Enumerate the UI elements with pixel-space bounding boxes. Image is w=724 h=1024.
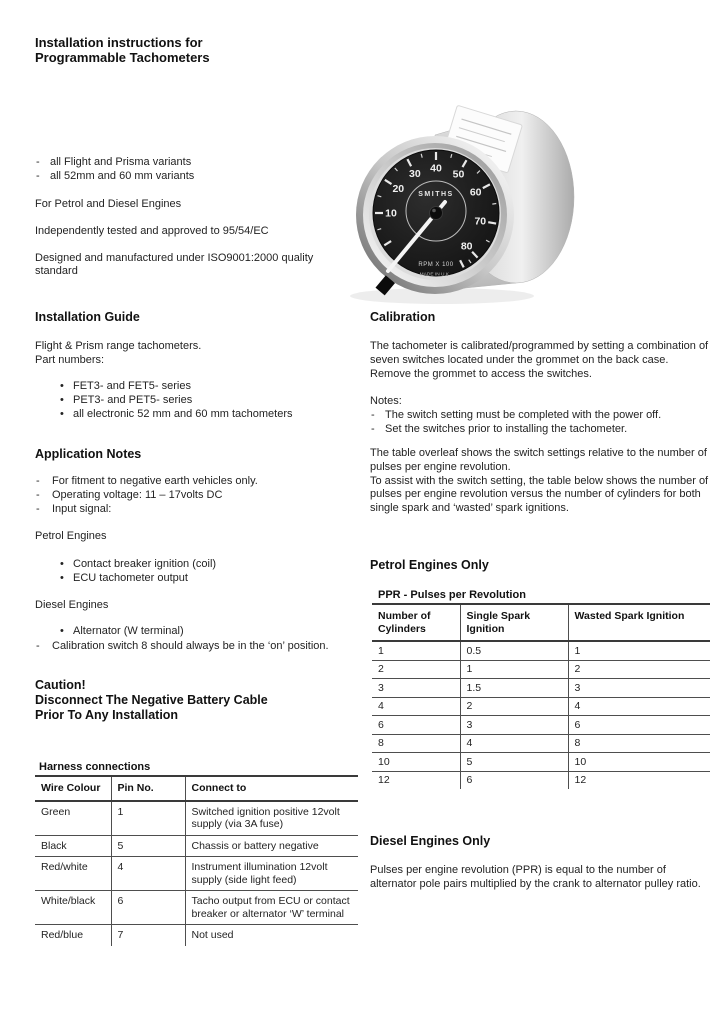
table-header-row xyxy=(372,604,710,641)
cell: 5 xyxy=(111,835,185,857)
section-heading-diesel-engines-only: Diesel Engines Only xyxy=(370,834,491,848)
column-header: Pin No. xyxy=(111,776,185,801)
bullet-item: • Alternator (W terminal) xyxy=(60,625,360,639)
table-row xyxy=(35,835,358,857)
cell: 4 xyxy=(111,857,185,891)
cell: 1 xyxy=(372,641,460,660)
bullet-item: • PET3- and PET5- series xyxy=(60,394,360,408)
origin-label: MADE IN U.K. xyxy=(419,272,451,278)
cell: 1 xyxy=(111,801,185,836)
notes-label: Notes: xyxy=(370,395,402,407)
petrol-bullets xyxy=(35,558,360,586)
installation-guide-intro xyxy=(35,340,345,368)
cell: 8 xyxy=(372,734,460,753)
caution-line: Caution! xyxy=(35,678,86,692)
gauge-dial xyxy=(373,150,499,278)
column-header: Connect to xyxy=(185,776,358,801)
text-line: Part numbers: xyxy=(35,353,105,366)
cell: Switched ignition positive 12volt supply (via 3A fuse) xyxy=(191,805,340,830)
cell: 10 xyxy=(372,753,460,772)
dial-number: 70 xyxy=(474,215,487,228)
column-header: Wasted Spark Ignition xyxy=(568,604,710,641)
table-row xyxy=(372,734,710,753)
diesel-dash-note xyxy=(35,640,355,654)
unit-label: RPM X 100 xyxy=(418,262,454,268)
cell: 2 xyxy=(568,660,710,679)
dash-item: - Set the switches prior to installing the tachometer. xyxy=(370,423,711,437)
table-row xyxy=(372,697,710,716)
cell: 10 xyxy=(568,753,710,772)
dash-item: - Input signal: xyxy=(35,503,350,517)
ppr-table xyxy=(372,603,710,789)
dash-item: - Operating voltage: 11 – 17volts DC xyxy=(35,489,350,503)
cell: 12 xyxy=(568,771,710,789)
table-row xyxy=(372,641,710,660)
petrol-engines-label: Petrol Engines xyxy=(35,530,107,542)
table-row xyxy=(372,660,710,679)
dial-number: 30 xyxy=(409,168,421,180)
caution-line: Prior To Any Installation xyxy=(35,708,179,722)
table-row xyxy=(35,801,358,836)
table-row xyxy=(35,857,358,891)
dash-item: - Calibration switch 8 should always be in the ‘on’ position. xyxy=(35,640,355,654)
cell: 3 xyxy=(568,679,710,698)
cell: 3 xyxy=(460,716,568,735)
cell: Not used xyxy=(185,925,358,946)
column-header: Number of Cylinders xyxy=(372,604,460,641)
page-title-line2: Programmable Tachometers xyxy=(35,50,210,65)
caution-line: Disconnect The Negative Battery Cable xyxy=(35,693,268,707)
table-row xyxy=(35,925,358,946)
table-row xyxy=(372,679,710,698)
calibration-notes-list xyxy=(370,409,711,437)
harness-connections-table xyxy=(35,775,358,946)
diesel-bullets xyxy=(35,625,360,639)
cell: 2 xyxy=(460,697,568,716)
section-heading-petrol-engines-only: Petrol Engines Only xyxy=(370,558,489,572)
cell: Black xyxy=(35,835,111,857)
bullet-item: • all electronic 52 mm and 60 mm tachometers xyxy=(60,408,360,422)
cell: Green xyxy=(35,801,111,836)
cell: Chassis or battery negative xyxy=(185,835,358,857)
cell: 7 xyxy=(111,925,185,946)
text-line: The table overleaf shows the switch settings relative to the number of pulses per engine revolution. xyxy=(370,447,707,473)
cell: 12 xyxy=(372,771,460,789)
tachometer-photo xyxy=(300,85,580,307)
variant-item: - all Flight and Prisma variants xyxy=(35,156,345,170)
bullet-item: • FET3- and FET5- series xyxy=(60,380,360,394)
dial-number: 50 xyxy=(452,168,465,181)
table-row xyxy=(35,891,358,925)
cell: White/black xyxy=(35,891,111,925)
intro-paragraph: Designed and manufactured under ISO9001:2000 quality standard xyxy=(35,251,314,278)
cell: 1 xyxy=(574,644,581,657)
page-title xyxy=(35,35,210,65)
cell: Red/blue xyxy=(35,925,111,946)
dash-item: - For fitment to negative earth vehicles only. xyxy=(35,475,350,489)
text-line: Flight & Prism range tachometers. xyxy=(35,340,202,352)
application-notes-list xyxy=(35,475,350,516)
section-heading-application-notes: Application Notes xyxy=(35,447,142,461)
variant-item: - all 52mm and 60 mm variants xyxy=(35,170,345,184)
cell: Tacho output from ECU or contact breaker or alternator ‘W’ terminal xyxy=(185,891,358,925)
dial-number: 10 xyxy=(385,207,397,220)
brand-text: SMITHS xyxy=(418,191,454,198)
diesel-engines-label: Diesel Engines xyxy=(35,599,109,611)
needle-hub xyxy=(430,207,443,220)
caution-block xyxy=(35,678,355,723)
cell: 2 xyxy=(372,660,460,679)
section-heading-calibration: Calibration xyxy=(370,310,436,324)
cell: 1.5 xyxy=(460,679,568,698)
column-header: Wire Colour xyxy=(35,776,111,801)
cell: 4 xyxy=(568,697,710,716)
cell: 5 xyxy=(460,753,568,772)
tachometer-gauge-illustration xyxy=(300,85,580,307)
cell: 8 xyxy=(568,734,710,753)
harness-table-title: Harness connections xyxy=(39,761,151,773)
diesel-only-paragraph: Pulses per engine revolution (PPR) is equal to the number of alternator pole pairs multiplied by the crank to alternator pulley ratio. xyxy=(370,864,701,890)
intro-paragraph: Independently tested and approved to 95/54/EC xyxy=(35,224,269,237)
needle-hub-highlight xyxy=(432,209,436,213)
cell: 6 xyxy=(111,891,185,925)
cell: Red/white xyxy=(35,857,111,891)
cell: 4 xyxy=(460,734,568,753)
dial-number: 20 xyxy=(392,183,405,195)
cell: 6 xyxy=(460,771,568,789)
intro-paragraph: For Petrol and Diesel Engines xyxy=(35,198,182,210)
table-row xyxy=(372,716,710,735)
text-line: To assist with the switch setting, the table below shows the number of pulses per engine revolution versus the number of cylinders for both single spark and ‘wasted’ spark ignitions. xyxy=(370,474,709,515)
table-row xyxy=(372,753,710,772)
cell: 6 xyxy=(372,716,460,735)
cell: 3 xyxy=(372,679,460,698)
calibration-paragraph-2 xyxy=(370,447,711,516)
dial-number: 40 xyxy=(430,162,442,175)
page-title-line1: Installation instructions for xyxy=(35,35,203,50)
dial-number: 80 xyxy=(460,240,473,253)
table-header-row xyxy=(35,776,358,801)
ppr-table-title: PPR - Pulses per Revolution xyxy=(378,589,526,601)
intro-paragraphs xyxy=(35,198,335,292)
section-heading-installation-guide: Installation Guide xyxy=(35,310,140,324)
bullet-item: • ECU tachometer output xyxy=(60,572,360,586)
bullet-item: • Contact breaker ignition (coil) xyxy=(60,558,360,572)
cell: 1 xyxy=(460,660,568,679)
table-row xyxy=(372,771,710,789)
variant-list xyxy=(35,156,345,184)
cell: Instrument illumination 12volt supply (side light feed) xyxy=(185,857,358,891)
cell: 6 xyxy=(568,716,710,735)
dial-number: 60 xyxy=(469,186,482,199)
installation-guide-bullets xyxy=(35,380,360,421)
calibration-paragraph: The tachometer is calibrated/programmed by setting a combination of seven switches located under the grommet on the back case. Remove the grommet to access the switches. xyxy=(370,340,709,380)
cell: 4 xyxy=(372,697,460,716)
column-header: Single Spark Ignition xyxy=(460,604,568,641)
cell: 0.5 xyxy=(460,641,568,660)
dash-item: - The switch setting must be completed with the power off. xyxy=(370,409,711,423)
